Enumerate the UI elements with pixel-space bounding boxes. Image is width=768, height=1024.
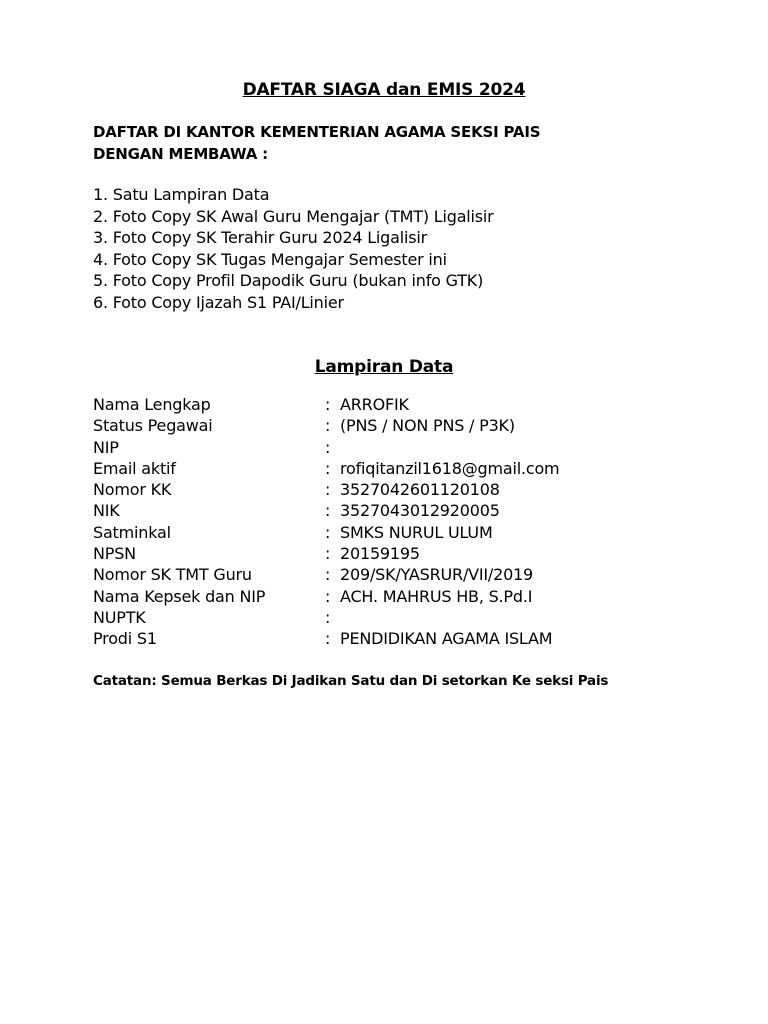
field-colon: : xyxy=(325,480,331,500)
field-label: NUPTK xyxy=(93,607,146,627)
field-colon: : xyxy=(325,437,331,457)
requirements-list xyxy=(93,184,713,313)
field-label: Nama Kepsek dan NIP xyxy=(93,586,266,606)
field-value: ARROFIK xyxy=(340,395,409,414)
field-label: NIP xyxy=(93,437,119,457)
field-row-status-pegawai xyxy=(93,415,733,436)
field-value: 209/SK/YASRUR/VII/2019 xyxy=(340,565,534,585)
field-row-prodi xyxy=(93,628,733,649)
document-title: DAFTAR SIAGA dan EMIS 2024 xyxy=(242,80,526,100)
data-fields xyxy=(93,394,733,650)
field-row-kepsek xyxy=(93,586,733,607)
requirement-item: 1. Satu Lampiran Data xyxy=(93,185,270,204)
note-text: Catatan: Semua Berkas Di Jadikan Satu dan Di setorkan Ke seksi Pais xyxy=(93,673,609,689)
field-colon: : xyxy=(325,458,331,478)
field-colon: : xyxy=(325,607,331,627)
field-label: Nomor KK xyxy=(93,480,172,500)
field-row-nama-lengkap xyxy=(93,394,733,415)
field-value: 20159195 xyxy=(340,544,420,564)
field-colon: : xyxy=(325,501,331,521)
requirement-item: 6. Foto Copy Ijazah S1 PAI/Linier xyxy=(93,292,344,312)
field-label: Nama Lengkap xyxy=(93,395,211,414)
field-label: Status Pegawai xyxy=(93,416,213,436)
field-label: NPSN xyxy=(93,544,136,564)
field-row-nik xyxy=(93,500,733,521)
field-row-nuptk xyxy=(93,607,733,628)
requirement-item: 4. Foto Copy SK Tugas Mengajar Semester ini xyxy=(93,249,447,269)
field-colon: : xyxy=(325,586,331,606)
field-value: (PNS / NON PNS / P3K) xyxy=(340,416,515,436)
field-row-nip xyxy=(93,437,733,458)
lampiran-title: Lampiran Data xyxy=(314,357,454,377)
field-label: Satminkal xyxy=(93,522,171,542)
field-label: Nomor SK TMT Guru xyxy=(93,565,252,585)
field-row-email xyxy=(93,458,733,479)
field-row-nomor-sk xyxy=(93,564,733,585)
field-value: PENDIDIKAN AGAMA ISLAM xyxy=(340,629,553,649)
field-label: Email aktif xyxy=(93,458,176,478)
field-row-satminkal xyxy=(93,522,733,543)
field-label: NIK xyxy=(93,501,120,521)
field-colon: : xyxy=(325,395,331,414)
field-label: Prodi S1 xyxy=(93,629,157,649)
field-colon: : xyxy=(325,416,331,436)
field-colon: : xyxy=(325,565,331,585)
field-colon: : xyxy=(325,544,331,564)
requirement-item: 2. Foto Copy SK Awal Guru Mengajar (TMT) Ligalisir xyxy=(93,206,494,226)
requirement-item: 5. Foto Copy Profil Dapodik Guru (bukan info GTK) xyxy=(93,271,484,290)
field-row-npsn xyxy=(93,543,733,564)
field-colon: : xyxy=(325,629,331,649)
requirement-item: 3. Foto Copy SK Terahir Guru 2024 Ligalisir xyxy=(93,228,427,247)
intro-instructions xyxy=(93,121,693,165)
field-row-nomor-kk xyxy=(93,479,733,500)
field-value: ACH. MAHRUS HB, S.Pd.I xyxy=(340,586,533,606)
field-value: 3527042601120108 xyxy=(340,480,500,500)
field-value: 3527043012920005 xyxy=(340,501,500,521)
field-value: rofiqitanzil1618@gmail.com xyxy=(340,458,560,478)
intro-line-2: DENGAN MEMBAWA : xyxy=(93,145,268,163)
field-value: SMKS NURUL ULUM xyxy=(340,522,493,542)
intro-line-1: DAFTAR DI KANTOR KEMENTERIAN AGAMA SEKSI PAIS xyxy=(93,123,541,141)
field-colon: : xyxy=(325,522,331,542)
